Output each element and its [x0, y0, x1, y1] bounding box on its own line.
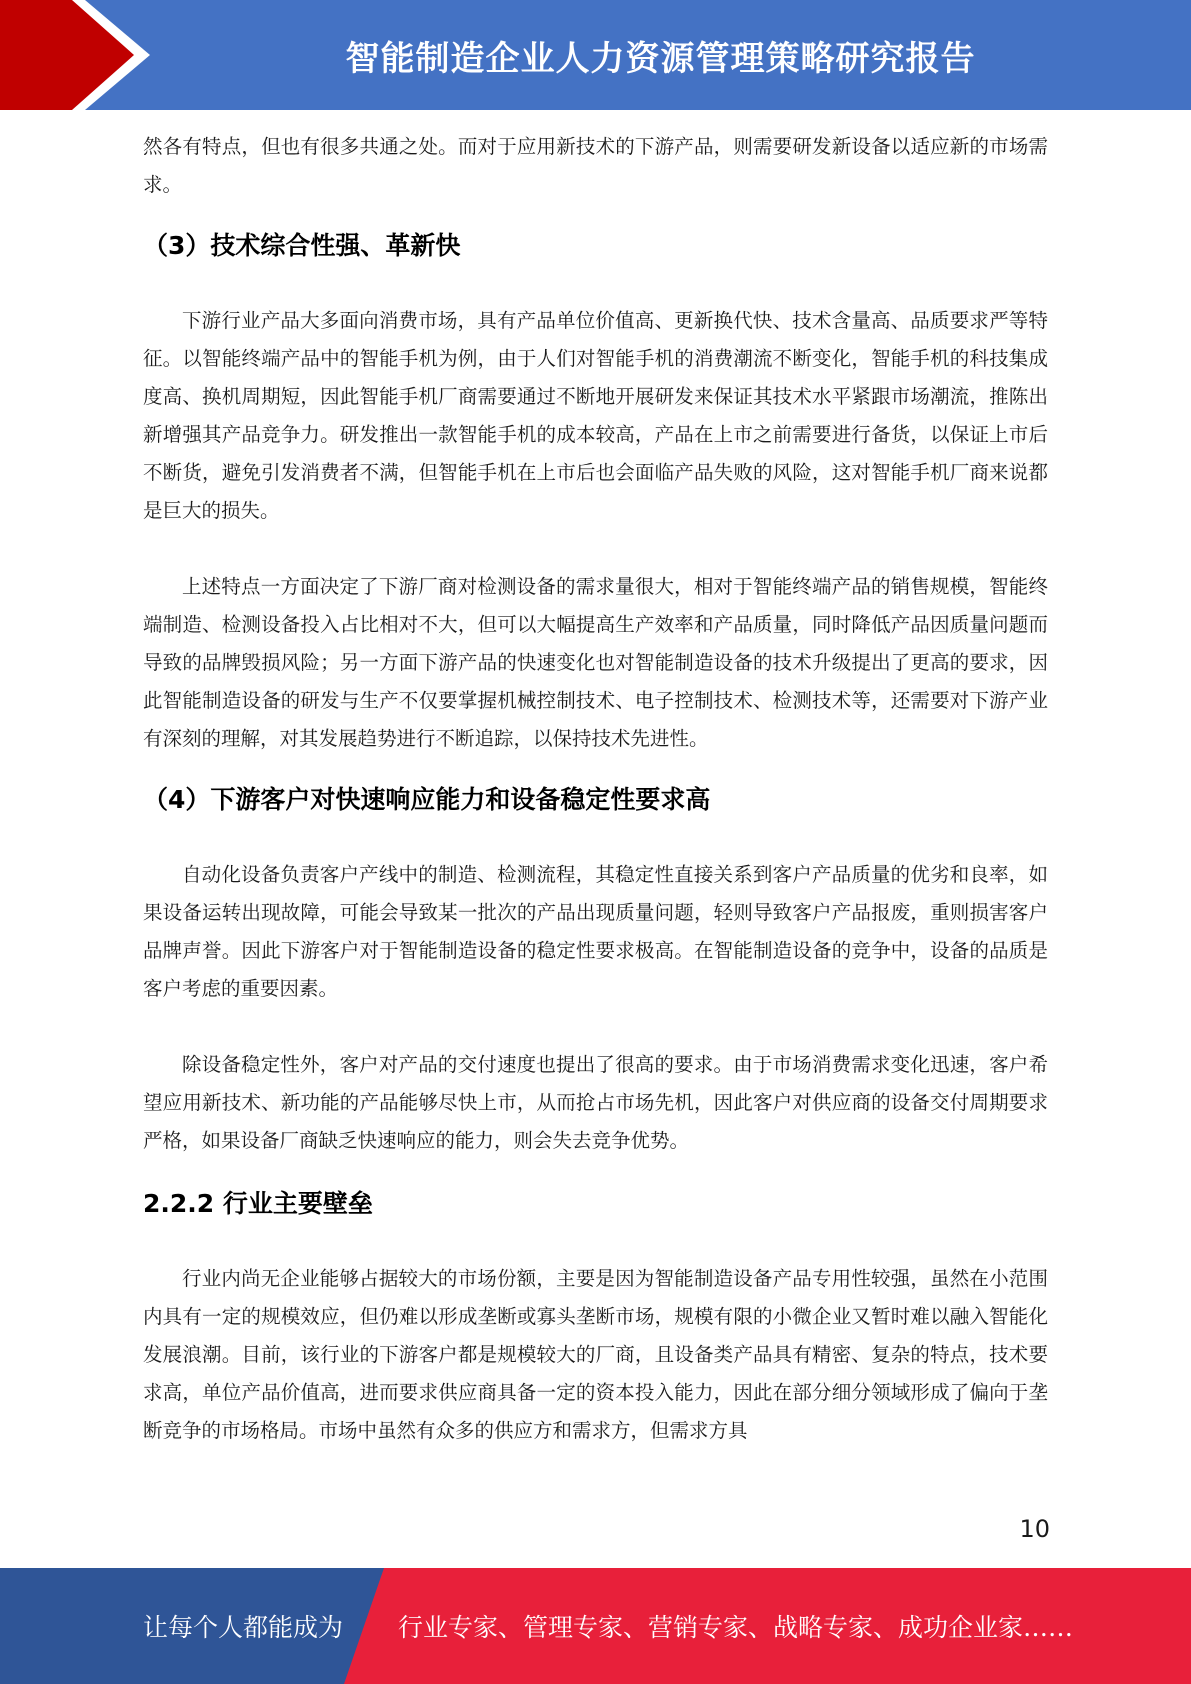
body-paragraph: 自动化设备负责客户产线中的制造、检测流程，其稳定性直接关系到客户产品质量的优劣和良率，如果设备运转出现故障，可能会导致某一批次的产品出现质量问题，轻则导致客户产品报废，重则损害客户品牌声誉。因此下游客户对于智能制造设备的稳定性要求极高。在智能制造设备的竞争中，设备的品质是客户考虑的重要因素。: [143, 863, 1048, 1000]
page-header: [0, 0, 1191, 110]
body-paragraph: 然各有特点，但也有很多共通之处。而对于应用新技术的下游产品，则需要研发新设备以适应新的市场需求。: [143, 135, 1048, 196]
document-body: [143, 128, 1048, 1450]
page-number: 10: [1019, 1515, 1050, 1543]
header-title: 智能制造企业人力资源管理策略研究报告: [345, 38, 976, 79]
body-paragraph: 下游行业产品大多面向消费市场，具有产品单位价值高、更新换代快、技术含量高、品质要求严等特征。以智能终端产品中的智能手机为例，由于人们对智能手机的消费潮流不断变化，智能手机的科技集成度高、换机周期短，因此智能手机厂商需要通过不断地开展研发来保证其技术水平紧跟市场潮流，推陈出新增强其产品竞争力。研发推出一款智能手机的成本较高，产品在上市之前需要进行备货，以保证上市后不断货，避免引发消费者不满，但智能手机在上市后也会面临产品失败的风险，这对智能手机厂商来说都是巨大的损失。: [143, 309, 1048, 522]
section-heading-4: （4）下游客户对快速响应能力和设备稳定性要求高: [143, 785, 711, 814]
section-heading-2-2-2: 2.2.2 行业主要壁垒: [143, 1189, 373, 1218]
page-footer: [0, 1568, 1191, 1684]
body-paragraph: 上述特点一方面决定了下游厂商对检测设备的需求量很大，相对于智能终端产品的销售规模，智能终端制造、检测设备投入占比相对不大，但可以大幅提高生产效率和产品质量，同时降低产品因质量问题而导致的品牌毁损风险；另一方面下游产品的快速变化也对智能制造设备的技术升级提出了更高的要求，因此智能制造设备的研发与生产不仅要掌握机械控制技术、电子控制技术、检测技术等，还需要对下游产业有深刻的理解，对其发展趋势进行不断追踪，以保持技术先进性。: [143, 575, 1048, 750]
body-paragraph: 行业内尚无企业能够占据较大的市场份额，主要是因为智能制造设备产品专用性较强，虽然在小范围内具有一定的规模效应，但仍难以形成垄断或寡头垄断市场，规模有限的小微企业又暂时难以融入智能化发展浪潮。目前，该行业的下游客户都是规模较大的厂商，且设备类产品具有精密、复杂的特点，技术要求高，单位产品价值高，进而要求供应商具备一定的资本投入能力，因此在部分细分领域形成了偏向于垄断竞争的市场格局。市场中虽然有众多的供应方和需求方，但需求方具: [143, 1267, 1048, 1442]
body-paragraph: 除设备稳定性外，客户对产品的交付速度也提出了很高的要求。由于市场消费需求变化迅速，客户希望应用新技术、新功能的产品能够尽快上市，从而抢占市场先机，因此客户对供应商的设备交付周期要求严格，如果设备厂商缺乏快速响应的能力，则会失去竞争优势。: [143, 1053, 1048, 1152]
section-heading-3: （3）技术综合性强、革新快: [143, 231, 461, 260]
footer-slogan-right: 行业专家、管理专家、营销专家、战略专家、成功企业家……: [398, 1613, 1074, 1642]
footer-slogan-left: 让每个人都能成为: [143, 1613, 344, 1642]
header-chevron-icon: [0, 0, 160, 110]
